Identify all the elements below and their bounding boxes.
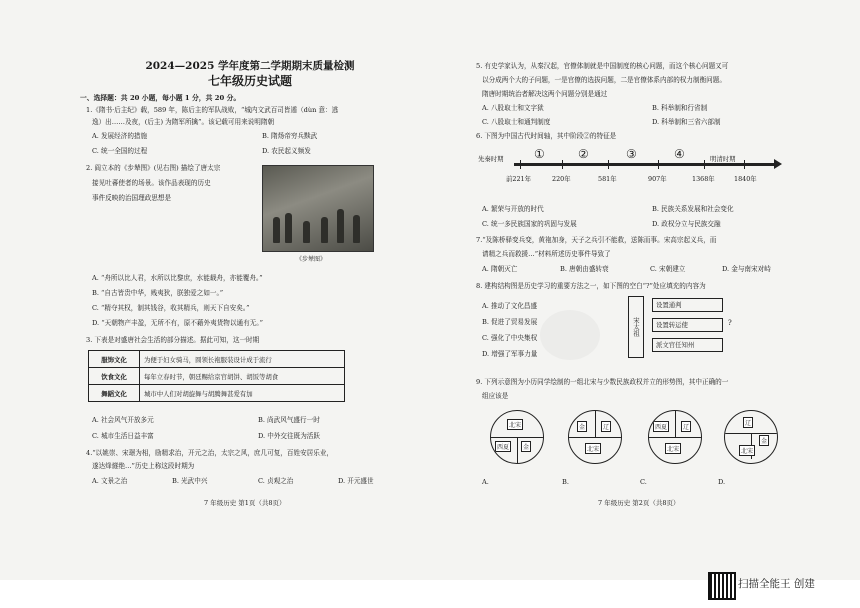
footer-right: 7 年级历史 第2页（共8页） — [598, 499, 680, 507]
timeline-tick — [608, 160, 609, 169]
q9-line2: 组应该是 — [482, 392, 509, 400]
table-cell: 每年立春时节，朝廷赐给京官胡饼、胡饭等胡食 — [140, 368, 345, 385]
region-label: 北宋 — [507, 419, 523, 430]
page-title: 2024—2025 学年度第二学期期末质量检测 — [145, 60, 355, 72]
region-label: 西夏 — [653, 421, 669, 432]
region-label: 辽 — [681, 421, 691, 432]
q5-option-b: B. 科举制和行省制 — [652, 104, 708, 112]
q2-line3: 事件反映的治国理政思想是 — [92, 194, 172, 202]
qr-code-icon — [708, 572, 736, 600]
table-cell: 舞蹈文化 — [89, 385, 140, 402]
q6-option-a: A. 繁荣与开放的时代 — [482, 205, 544, 213]
q5-line2: 以分成两个大的子问题，一是官僚的选拔问题，二是官僚体系内部的权力制衡问题。 — [482, 76, 726, 84]
scanner-brand: 扫描全能王 创建 — [738, 578, 815, 590]
section-heading: 一、选择题：共 20 小题，每小题 1 分，共 20 分。 — [80, 94, 241, 102]
timeline-tick — [520, 160, 521, 169]
painting-figure — [353, 215, 360, 243]
region-label: 西夏 — [495, 441, 511, 452]
table-row — [89, 368, 345, 385]
q6-option-b: B. 民族关系发展和社会变化 — [652, 205, 734, 213]
timeline-year: 1368年 — [692, 175, 715, 183]
q9-option-a: A. — [482, 478, 489, 486]
timeline-year: 1840年 — [734, 175, 757, 183]
q8-item-1: 设置通判 — [652, 298, 723, 312]
timeline-tick — [658, 160, 659, 169]
region-label: 北宋 — [585, 443, 601, 454]
q7-option-a: A. 隋朝灭亡 — [482, 265, 518, 273]
q8-left-box: 宋太祖 — [628, 296, 644, 358]
region-label: 金 — [521, 441, 531, 452]
q4-option-a: A. 文景之治 — [92, 477, 128, 485]
q5-line1: 5. 有史学家认为，从秦汉起，官僚体制就是中国制度的核心问题，而这个核心问题又可 — [476, 62, 729, 70]
q2-line2: 接见吐蕃使者的场景。该作品表现的历史 — [92, 179, 211, 187]
q7-line1: 7.“及陈桥驿变兵变，黄袍加身，天子之兵引不能救，送陈而事。宋高宗起义兵，而 — [476, 236, 717, 244]
painting-figure — [321, 217, 328, 243]
bunian-painting-image — [262, 165, 374, 252]
timeline-stage-4: ④ — [674, 147, 685, 161]
q9-option-c: C. — [640, 478, 647, 486]
table-row — [89, 385, 345, 402]
q5-option-d: D. 科举制和三省六部制 — [652, 118, 721, 126]
q9-map-c — [648, 410, 702, 464]
q7-option-b: B. 唐朝由盛转衰 — [560, 265, 609, 273]
q3-table — [88, 350, 345, 402]
painting-figure — [303, 221, 310, 243]
timeline-tick — [704, 160, 705, 169]
q6-option-d: D. 政权分立与民族交融 — [652, 220, 721, 228]
timeline-stage-3: ③ — [626, 147, 637, 161]
timeline-stage-2: ② — [578, 147, 589, 161]
q1-line1: 1.《隋书·后主纪》载，589 年，陈后主的军队战败，“城内文武百司皆遁（dùn 意：逃 — [86, 106, 339, 114]
q2-option-c: C. “精夺其权，制其钱谷，收其精兵，则天下自安矣。” — [92, 304, 250, 312]
q3-option-c: C. 城市生活日益丰富 — [92, 432, 154, 440]
timeline-tick — [744, 160, 745, 169]
timeline-arrow — [774, 159, 782, 169]
q1-option-d: D. 农民起义频发 — [262, 147, 311, 155]
q6-timeline — [478, 147, 803, 190]
q5-option-a: A. 八股取士和文字狱 — [482, 104, 544, 112]
q4-option-b: B. 光武中兴 — [172, 477, 208, 485]
q9-map-a — [490, 410, 544, 464]
q8-line1: 8. 建构结构图是历史学习的重要方法之一，如下图的空白“?”处应填充的内容为 — [476, 282, 706, 290]
q1-option-c: C. 统一全国的过程 — [92, 147, 148, 155]
timeline-year: 907年 — [648, 175, 667, 183]
q8-question-mark: ? — [728, 319, 732, 327]
q6-option-c: C. 统一多民族国家的巩固与发展 — [482, 220, 577, 228]
painting-caption: 《步辇图》 — [296, 256, 327, 263]
timeline-year: 220年 — [552, 175, 571, 183]
region-label: 辽 — [743, 417, 753, 428]
q2-line1: 2. 阎立本的《步辇图》(见右图) 描绘了唐太宗 — [86, 164, 221, 172]
q3-option-d: D. 中外交往既为活跃 — [258, 432, 320, 440]
table-row — [89, 351, 345, 368]
q7-option-d: D. 金与南宋对峙 — [722, 265, 771, 273]
timeline-start-label: 先秦时期 — [478, 155, 504, 163]
timeline-axis — [514, 163, 774, 166]
q8-option-b: B. 促进了贸易发展 — [482, 318, 538, 326]
q8-option-c: C. 强化了中央集权 — [482, 334, 538, 342]
q6-line1: 6. 下图为中国古代时间轴，其中阶段②的特征是 — [476, 132, 617, 140]
region-label: 金 — [759, 435, 769, 446]
q8-item-2: 设置转运使 — [652, 318, 723, 332]
q9-map-b — [568, 410, 622, 464]
q7-line2: 请精之兵而救援…”材料所述历史事件导致了 — [482, 250, 611, 258]
table-cell: 饮食文化 — [89, 368, 140, 385]
timeline-year: 前221年 — [506, 175, 531, 183]
paper-stain — [540, 310, 600, 360]
timeline-year: 581年 — [598, 175, 617, 183]
painting-figure — [285, 213, 292, 243]
q1-line2: 逸）出……及夜，(后主) 为隋军所擒”。该记载可用来说明隋朝 — [92, 118, 275, 126]
q9-map-d — [724, 410, 778, 464]
region-label: 北宋 — [665, 443, 681, 454]
q1-option-b: B. 隋炀帝穷兵黩武 — [262, 132, 318, 140]
page-subtitle: 七年级历史试题 — [207, 74, 292, 88]
timeline-tick — [562, 160, 563, 169]
footer-left: 7 年级历史 第1页（共8页） — [204, 499, 286, 507]
q4-line1: 4.“以姚崇、宋璟为相，励精求治，开元之治，太宗之风，庶几可复，百姓安居乐业， — [86, 449, 334, 457]
table-cell: 为便于妇女骑马，圆领长袍服装设计成于流行 — [140, 351, 345, 368]
q4-option-d: D. 开元盛世 — [338, 477, 374, 485]
q9-line1: 9. 下列示意图为小历同学绘制的一组北宋与少数民族政权并立的形势图，其中正确的一 — [476, 378, 729, 386]
q4-option-c: C. 贞观之治 — [258, 477, 294, 485]
q3-option-a: A. 社会风气开放多元 — [92, 416, 154, 424]
q8-option-a: A. 推动了文化昌盛 — [482, 302, 538, 310]
painting-figure — [337, 209, 344, 243]
q8-option-d: D. 增强了军事力量 — [482, 350, 538, 358]
region-label: 金 — [577, 421, 587, 432]
timeline-end-label: 明清时期 — [710, 155, 736, 163]
q8-item-3: 派文官任知州 — [652, 338, 723, 352]
painting-figure — [273, 217, 280, 243]
region-label: 北宋 — [739, 445, 755, 456]
q2-option-a: A. “舟所以比人君，水所以比黎庶，水能载舟，亦能覆舟。” — [92, 274, 263, 282]
q3-line1: 3. 下表是对盛唐社会生活的部分描述。据此可知，这一时期 — [86, 336, 260, 344]
q7-option-c: C. 宋朝建立 — [650, 265, 686, 273]
timeline-stage-1: ① — [534, 147, 545, 161]
q2-option-d: D. “天朝物产丰盈，无所不有，原不藉外夷货物以通有无。” — [92, 319, 263, 327]
table-cell: 城市中人们对胡旋舞与胡腾舞甚爱有加 — [140, 385, 345, 402]
q5-line3: 隋唐时期统治者解决这两个问题分别是通过 — [482, 90, 608, 98]
q4-line2: 遂达烽燧绝…”历史上称这段时期为 — [92, 462, 195, 470]
q2-option-b: B. “自古皆贵中华，贱夷狄，朕独爱之如一。” — [92, 289, 224, 297]
q9-option-d: D. — [718, 478, 726, 486]
region-label: 辽 — [601, 421, 611, 432]
q5-option-c: C. 八股取士和通判制度 — [482, 118, 551, 126]
q1-option-a: A. 发展经济的措施 — [92, 132, 148, 140]
q9-option-b: B. — [562, 478, 569, 486]
table-cell: 服饰文化 — [89, 351, 140, 368]
q3-option-b: B. 尚武风气盛行一时 — [258, 416, 320, 424]
